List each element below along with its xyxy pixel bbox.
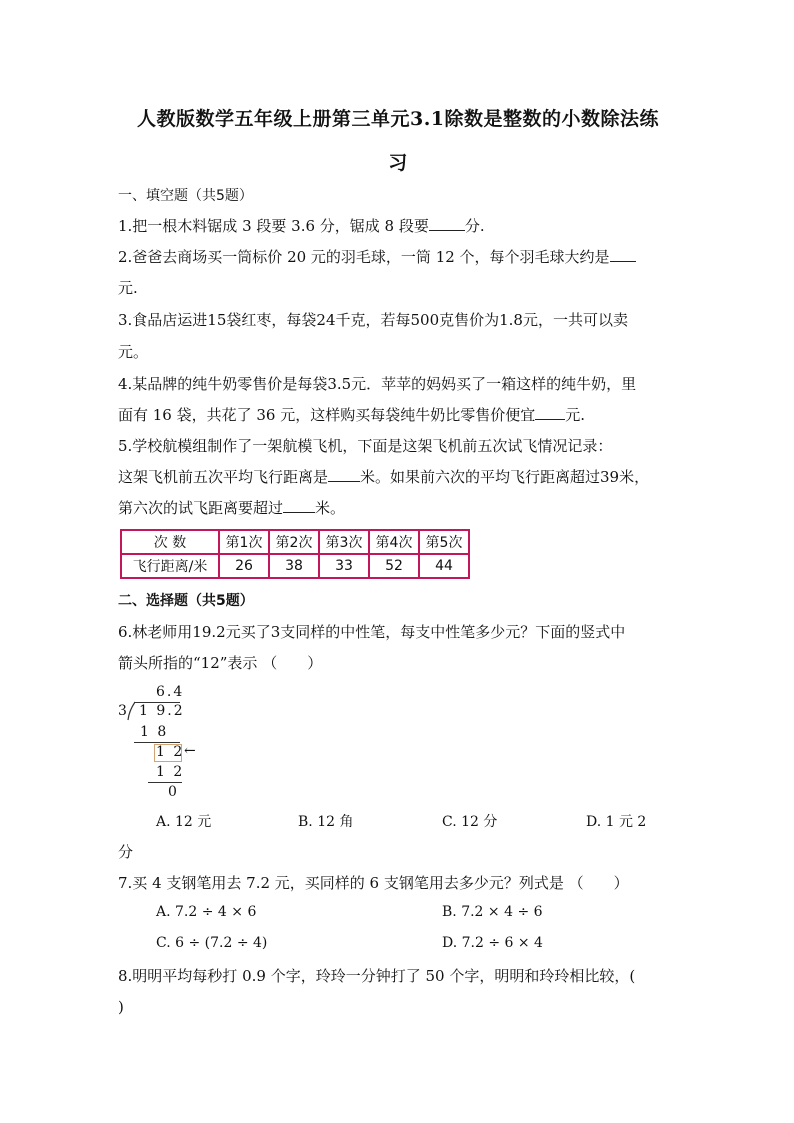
division-rule xyxy=(148,782,182,783)
question-4-continued xyxy=(118,405,585,425)
table-cell: 33 xyxy=(319,554,369,578)
option-a[interactable]: A. 7.2 ÷ 4 × 6 xyxy=(156,904,257,920)
table-row xyxy=(121,554,469,578)
question-4-unit: 元. xyxy=(565,406,586,424)
table-header-cell: 第1次 xyxy=(219,530,269,554)
option-b[interactable]: B. 12 角 xyxy=(298,814,354,830)
table-header-cell: 第3次 xyxy=(319,530,369,554)
answer-blank[interactable] xyxy=(429,216,465,231)
question-5-text-d: 米。 xyxy=(315,499,346,517)
question-1 xyxy=(118,216,485,236)
division-step-3: 1 2 xyxy=(156,764,185,780)
option-d[interactable]: D. 1 元 2 xyxy=(586,814,647,830)
answer-blank[interactable] xyxy=(610,247,636,262)
question-5: 5.学校航模组制作了一架航模飞机，下面是这架飞机前五次试飞情况记录： xyxy=(118,437,613,455)
answer-blank[interactable] xyxy=(535,405,565,420)
option-c[interactable]: C. 12 分 xyxy=(442,814,498,830)
option-c[interactable]: C. 6 ÷ (7.2 ÷ 4) xyxy=(156,935,268,951)
question-5-text-a: 这架飞机前五次平均飞行距离是 xyxy=(118,468,329,486)
division-step-2: 1 2 xyxy=(156,744,185,760)
answer-blank[interactable] xyxy=(328,467,360,482)
question-5-line3 xyxy=(118,498,345,518)
question-6-continued: 箭头所指的“12”表示 （ ） xyxy=(118,654,323,672)
division-dividend: 1 9.2 xyxy=(139,703,185,719)
table-header-cell: 第2次 xyxy=(269,530,319,554)
question-7: 7.买 4 支钢笔用去 7.2 元，买同样的 6 支钢笔用去多少元？列式是 （ ） xyxy=(118,874,629,892)
question-6: 6.林老师用19.2元买了3支同样的中性笔，每支中性笔多少元？下面的竖式中 xyxy=(118,623,626,641)
table-cell: 飞行距离/米 xyxy=(121,554,219,578)
flight-record-table xyxy=(120,529,470,579)
question-5-text-c: 第六次的试飞距离要超过 xyxy=(118,499,284,517)
division-bracket-icon xyxy=(127,701,137,721)
table-cell: 44 xyxy=(419,554,469,578)
question-4: 4.某品牌的纯牛奶零售价是每袋3.5元．苹苹的妈妈买了一箱这样的纯牛奶，里 xyxy=(118,375,637,393)
table-header-row xyxy=(121,530,469,554)
option-b[interactable]: B. 7.2 × 4 ÷ 6 xyxy=(442,904,543,920)
question-1-unit: 分. xyxy=(464,217,485,235)
question-2 xyxy=(118,247,636,267)
option-d[interactable]: D. 7.2 ÷ 6 × 4 xyxy=(442,935,543,951)
table-header-cell: 次 数 xyxy=(121,530,219,554)
table-cell: 26 xyxy=(219,554,269,578)
question-1-text: 1.把一根木料锯成 3 段要 3.6 分，锯成 8 段要 xyxy=(118,217,429,235)
question-8-continued: ) xyxy=(118,998,124,1016)
question-5-line2 xyxy=(118,467,649,487)
question-3-unit: 元。 xyxy=(118,343,149,361)
table-cell: 38 xyxy=(269,554,319,578)
table-header-cell: 第4次 xyxy=(369,530,419,554)
division-step-1: 1 8 xyxy=(140,724,169,740)
section-heading-choice: 二、选择题（共5题） xyxy=(118,593,254,609)
question-8: 8.明明平均每秒打 0.9 个字，玲玲一分钟打了 50 个字，明明和玲玲相比较，( xyxy=(118,967,636,985)
table-header-cell: 第5次 xyxy=(419,530,469,554)
option-a[interactable]: A. 12 元 xyxy=(156,814,212,830)
section-heading-fill: 一、填空题（共5题） xyxy=(118,188,253,204)
page-title: 人教版数学五年级上册第三单元3.1除数是整数的小数除法练 xyxy=(136,108,660,130)
question-2-text: 2.爸爸去商场买一筒标价 20 元的羽毛球，一筒 12 个，每个羽毛球大约是 xyxy=(118,248,610,266)
division-rule xyxy=(134,742,180,743)
arrow-left-icon: ← xyxy=(184,743,196,759)
table-cell: 52 xyxy=(369,554,419,578)
question-4-text: 面有 16 袋，共花了 36 元，这样购买每袋纯牛奶比零售价便宜 xyxy=(118,406,536,424)
question-2-unit: 元. xyxy=(118,279,138,297)
option-d-wrap: 分 xyxy=(118,843,134,861)
question-5-text-b: 米。如果前六次的平均飞行距离超过39米， xyxy=(360,468,650,486)
page-title-continued: 习 xyxy=(388,152,408,174)
question-3: 3.食品店运进15袋红枣，每袋24千克，若每500克售价为1.8元，一共可以卖 xyxy=(118,311,628,329)
division-remainder: 0 xyxy=(168,784,179,800)
long-division-figure xyxy=(118,684,208,802)
division-quotient: 6.4 xyxy=(156,684,185,700)
division-divisor: 3 xyxy=(118,703,127,719)
answer-blank[interactable] xyxy=(283,498,315,513)
